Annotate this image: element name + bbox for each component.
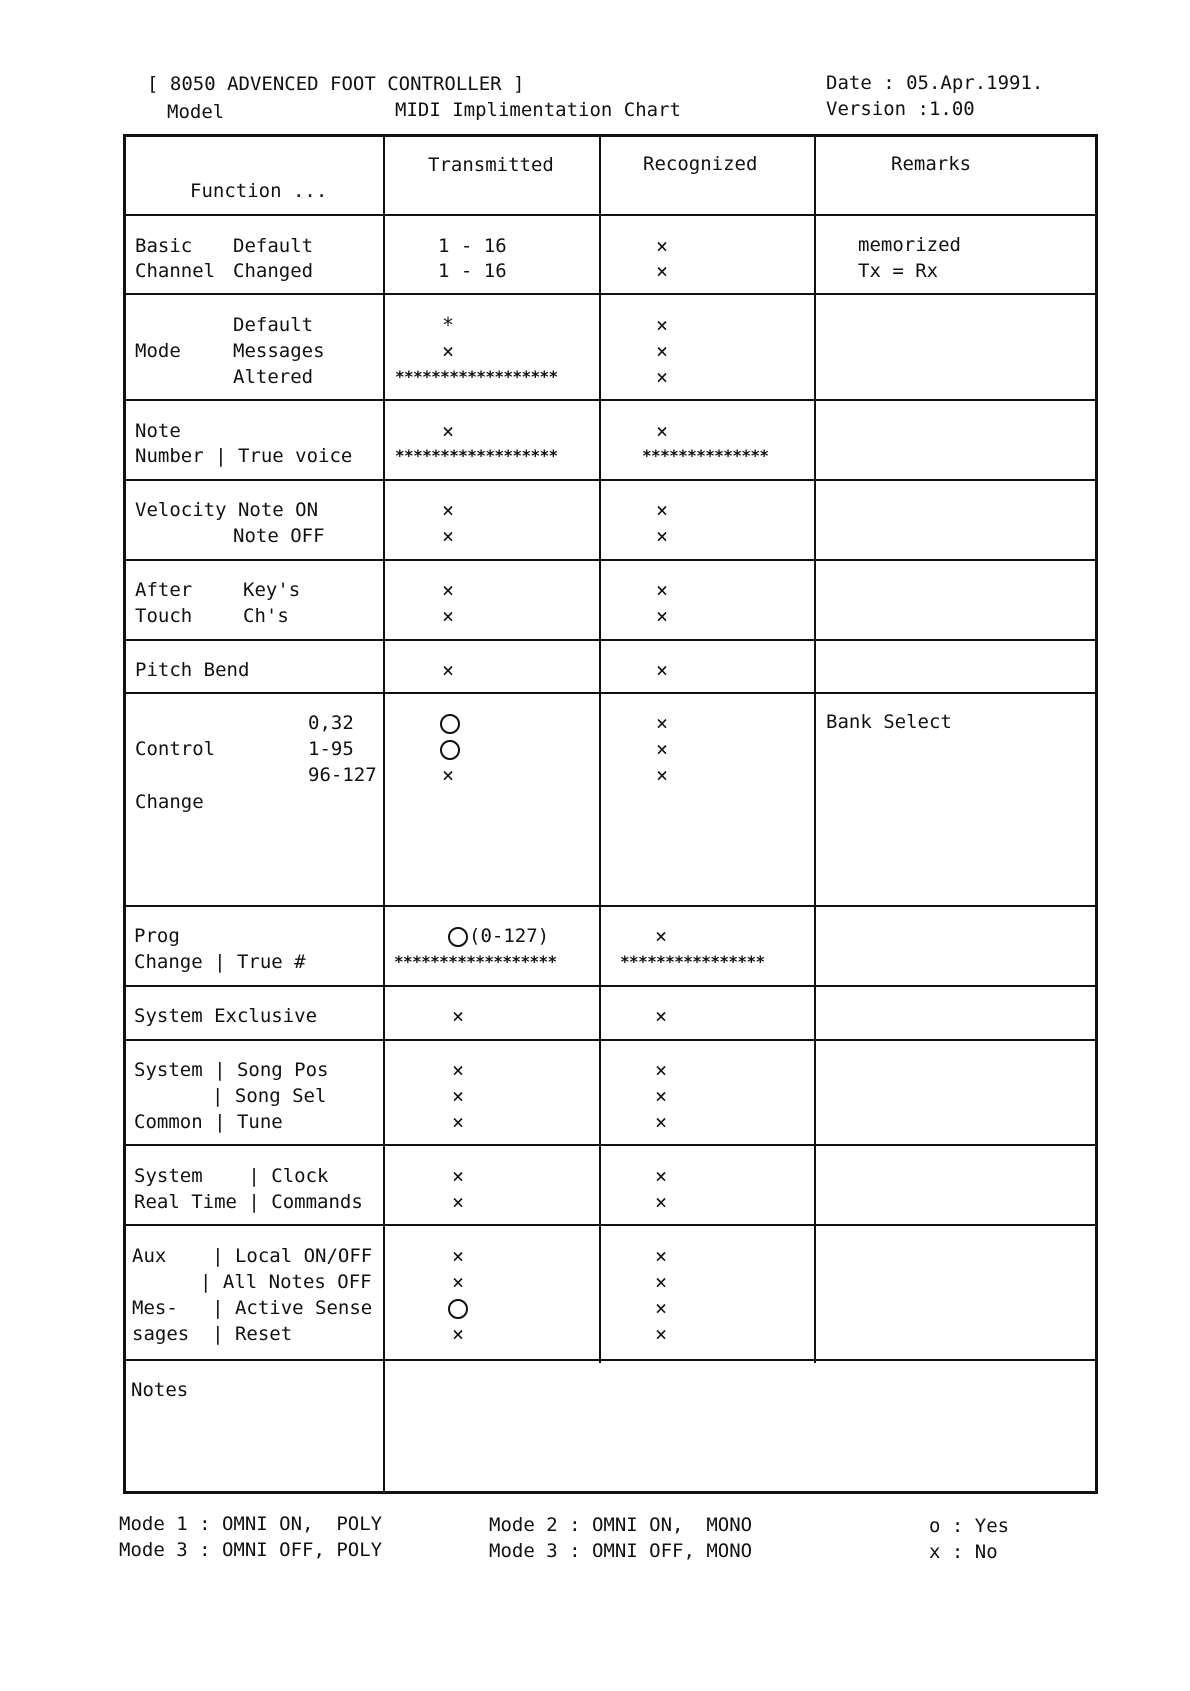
row-divider: [125, 985, 1097, 987]
row-divider: [125, 1039, 1097, 1041]
star-mark: *: [441, 313, 455, 337]
row-sysex-label: System Exclusive: [134, 1005, 318, 1027]
column-divider-function: [383, 136, 385, 1493]
no-mark: ×: [654, 1058, 668, 1082]
control-remark: Bank Select: [826, 711, 952, 733]
no-mark: ×: [654, 1084, 668, 1108]
no-mark: ×: [441, 419, 455, 443]
row-divider: [125, 692, 1097, 694]
no-mark: ×: [654, 1244, 668, 1268]
no-mark: ×: [451, 1084, 465, 1108]
row-pitch-label: Pitch Bend: [135, 659, 250, 681]
no-mark: ×: [441, 339, 455, 363]
row-divider: [125, 1359, 1097, 1361]
row-mode-label: Mode: [135, 340, 181, 362]
basic-tx-changed: 1 - 16: [438, 260, 507, 282]
no-mark: ×: [655, 419, 669, 443]
row-velocity-label: Velocity Note ON: [135, 499, 319, 521]
version-text: Version :1.00: [826, 98, 975, 120]
row-realtime-label: Real Time | Commands: [134, 1191, 363, 1213]
row-divider: [125, 1224, 1097, 1226]
row-mode-sub: Default: [233, 314, 314, 336]
chart-title: MIDI Implimentation Chart: [395, 99, 681, 121]
row-common-label: | Song Sel: [212, 1085, 327, 1107]
document-title: [ 8050 ADVENCED FOOT CONTROLLER ]: [147, 73, 525, 95]
no-mark: ×: [451, 1004, 465, 1028]
yes-circle: [448, 927, 468, 947]
row-note-label: Note: [135, 420, 181, 442]
no-mark: ×: [441, 763, 455, 787]
row-prog-label: Change | True #: [134, 951, 306, 973]
row-divider: [125, 399, 1097, 401]
row-control-sub: 0,32: [308, 712, 354, 734]
no-mark: ×: [655, 498, 669, 522]
yes-circle: [440, 714, 460, 734]
no-mark: ×: [655, 365, 669, 389]
row-aux-label: Mes- | Active Sense: [132, 1297, 373, 1319]
column-divider-transmitted: [599, 136, 601, 1363]
column-header-recognized: Recognized: [643, 153, 758, 175]
no-mark: ×: [655, 578, 669, 602]
row-aux-label: Aux | Local ON/OFF: [132, 1245, 373, 1267]
no-mark: ×: [654, 1190, 668, 1214]
no-mark: ×: [451, 1058, 465, 1082]
column-header-function: Function ...: [190, 180, 328, 202]
row-aux-label: sages | Reset: [132, 1323, 293, 1345]
no-mark: ×: [451, 1322, 465, 1346]
prog-tx-stars: ******************: [394, 952, 557, 971]
no-mark: ×: [441, 524, 455, 548]
no-mark: ×: [451, 1164, 465, 1188]
no-mark: ×: [655, 259, 669, 283]
row-after-label: After: [135, 579, 193, 601]
footer-mode2: Mode 2 : OMNI ON, MONO: [489, 1514, 753, 1536]
prog-tx-range: (0-127): [469, 925, 550, 947]
basic-remark: Tx = Rx: [858, 260, 939, 282]
row-divider: [125, 479, 1097, 481]
no-mark: ×: [451, 1244, 465, 1268]
no-mark: ×: [655, 604, 669, 628]
column-divider-recognized: [814, 136, 816, 1363]
no-mark: ×: [654, 1322, 668, 1346]
row-control-sub: 96-127: [308, 764, 377, 786]
no-mark: ×: [451, 1110, 465, 1134]
no-mark: ×: [655, 524, 669, 548]
note-tx-stars: ******************: [395, 446, 558, 465]
no-mark: ×: [441, 658, 455, 682]
footer-mode3-poly: Mode 3 : OMNI OFF, POLY: [119, 1539, 383, 1561]
row-mode-sub: Messages: [233, 340, 325, 362]
no-mark: ×: [655, 339, 669, 363]
no-mark: ×: [655, 313, 669, 337]
row-control-sub: 1-95: [308, 738, 354, 760]
mode-tx-altered-stars: ******************: [395, 367, 558, 386]
footer-mode1: Mode 1 : OMNI ON, POLY: [119, 1513, 383, 1535]
no-mark: ×: [655, 737, 669, 761]
basic-tx-default: 1 - 16: [438, 235, 507, 257]
row-after-label: Touch: [135, 605, 193, 627]
basic-remark: memorized: [858, 234, 961, 256]
no-mark: ×: [655, 234, 669, 258]
row-control-label: Change: [135, 791, 204, 813]
no-mark: ×: [655, 711, 669, 735]
row-divider: [125, 1144, 1097, 1146]
model-label: Model: [167, 101, 225, 123]
row-note-label: Number | True voice: [135, 445, 353, 467]
prog-rx-stars: ****************: [620, 952, 765, 971]
no-mark: ×: [441, 604, 455, 628]
row-mode-sub: Altered: [233, 366, 314, 388]
yes-circle: [448, 1299, 468, 1319]
no-mark: ×: [654, 924, 668, 948]
row-aux-label: | All Notes OFF: [200, 1271, 372, 1293]
row-divider: [125, 639, 1097, 641]
row-after-sub: Ch's: [243, 605, 289, 627]
column-header-transmitted: Transmitted: [428, 154, 554, 176]
footer-mode3-mono: Mode 3 : OMNI OFF, MONO: [489, 1540, 753, 1562]
no-mark: ×: [451, 1270, 465, 1294]
row-notes-label: Notes: [131, 1379, 189, 1401]
no-mark: ×: [655, 763, 669, 787]
legend-no: x : No: [929, 1541, 998, 1563]
row-basic-sub: Default: [233, 235, 314, 257]
row-divider: [125, 214, 1097, 216]
row-after-sub: Key's: [243, 579, 301, 601]
row-prog-label: Prog: [134, 925, 180, 947]
no-mark: ×: [451, 1190, 465, 1214]
row-basic-sub: Changed: [233, 260, 314, 282]
note-rx-stars: **************: [642, 446, 769, 465]
row-common-label: Common | Tune: [134, 1111, 283, 1133]
row-realtime-label: System | Clock: [134, 1165, 329, 1187]
row-divider: [125, 559, 1097, 561]
no-mark: ×: [654, 1164, 668, 1188]
row-divider: [125, 293, 1097, 295]
no-mark: ×: [654, 1110, 668, 1134]
no-mark: ×: [654, 1296, 668, 1320]
yes-circle: [440, 740, 460, 760]
legend-yes: o : Yes: [929, 1515, 1010, 1537]
row-common-label: System | Song Pos: [134, 1059, 329, 1081]
no-mark: ×: [655, 658, 669, 682]
date-text: Date : 05.Apr.1991.: [826, 72, 1044, 94]
no-mark: ×: [654, 1004, 668, 1028]
no-mark: ×: [441, 578, 455, 602]
row-velocity-sub: Note OFF: [233, 525, 325, 547]
row-basic-label: Basic: [135, 235, 193, 257]
row-divider: [125, 905, 1097, 907]
row-basic-label: Channel: [135, 260, 216, 282]
no-mark: ×: [654, 1270, 668, 1294]
no-mark: ×: [441, 498, 455, 522]
row-control-label: Control: [135, 738, 216, 760]
column-header-remarks: Remarks: [891, 153, 972, 175]
